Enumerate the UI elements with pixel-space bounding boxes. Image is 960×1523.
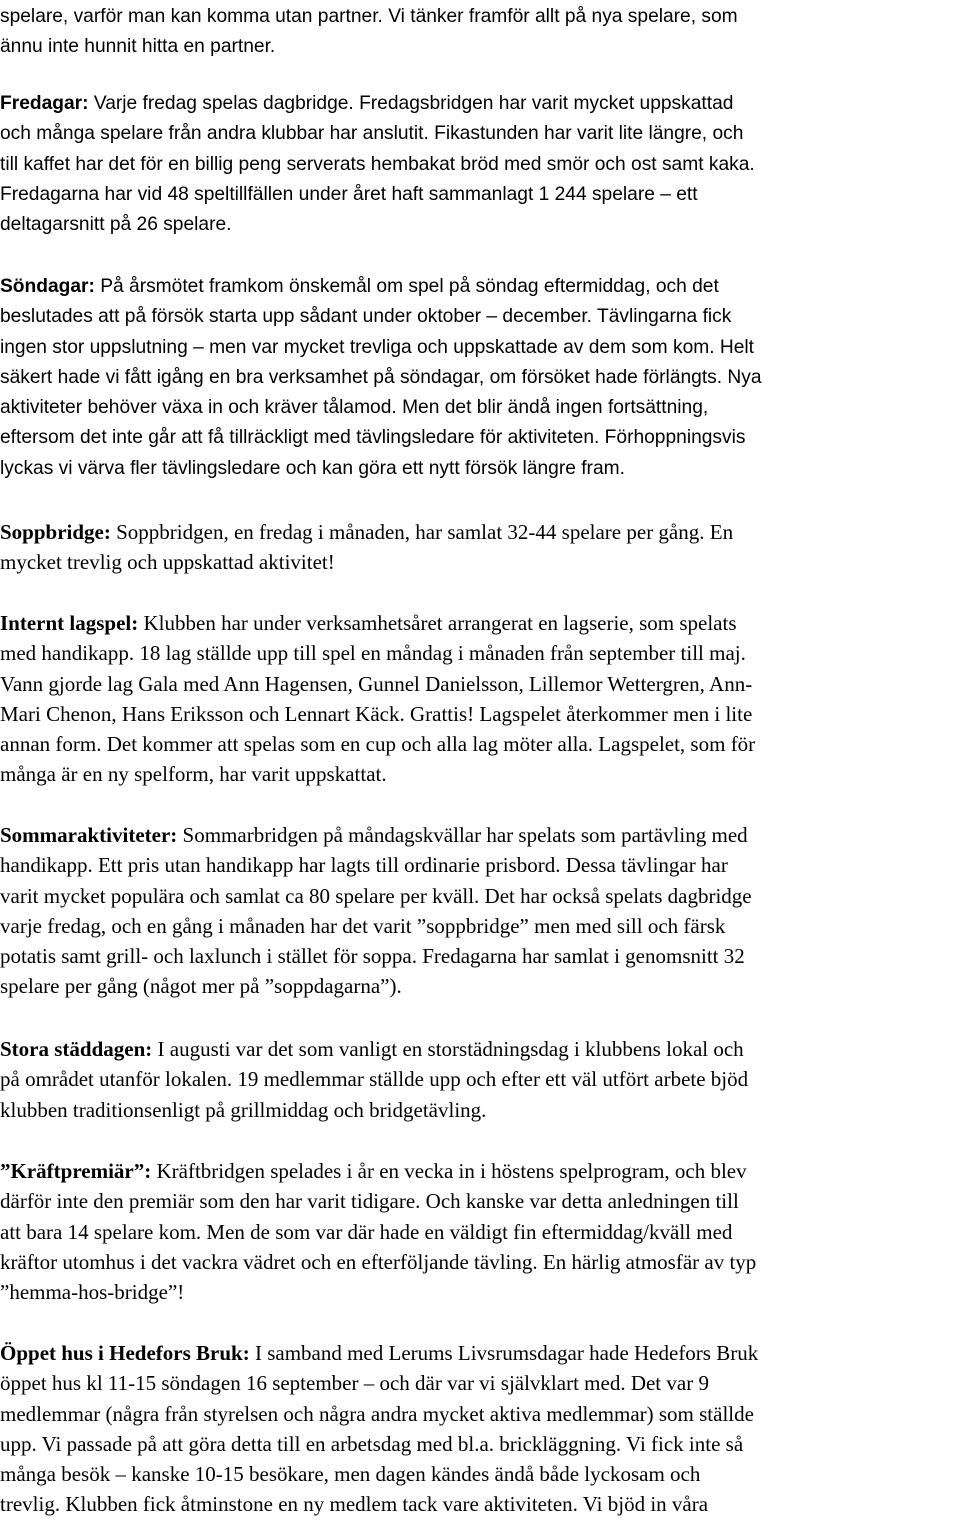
text-line: potatis samt grill- och laxlunch i stället för soppa. Fredagarna har samlat i genomsnitt 32 <box>0 944 745 969</box>
text-line: många besök – kanske 10-15 besökare, men dagen kändes ändå både lyckosam och <box>0 1462 701 1487</box>
text-line: många är en ny spelform, har varit uppskattat. <box>0 762 387 787</box>
heading-fredagar: Fredagar: <box>0 93 89 114</box>
paragraph-sondagar <box>0 272 762 484</box>
text-line: mycket trevlig och uppskattad aktivitet! <box>0 550 335 575</box>
text-line: kräftor utomhus i det vackra vädret och en efterföljande tävling. En härlig atmosfär av typ <box>0 1249 757 1274</box>
paragraph-kraft <box>0 1156 756 1307</box>
paragraph-oppet-hus <box>0 1338 758 1520</box>
heading-kraft: ”Kräftpremiär”: <box>0 1159 152 1183</box>
text-line: eftersom det inte går att få tillräckligt med tävlingsledare för aktiviteten. Förhoppningsvis <box>0 427 746 449</box>
text-line: Sommaraktiviteter: Sommarbridgen på måndagskvällar har spelats som partävling med <box>0 823 748 847</box>
text-line: säkert hade vi fått igång en bra verksamhet på söndagar, om försöket hade förlängts. Nya <box>0 366 762 388</box>
text-line: aktiviteter behöver växa in och kräver tålamod. Men det blir ändå ingen fortsättning, <box>0 397 709 419</box>
text-line: beslutades att på försök starta upp sådant under oktober – december. Tävlingarna fick <box>0 306 732 328</box>
text-line: varit mycket populära och samlat ca 80 spelare per kväll. Det har också spelats dagbridge <box>0 883 752 908</box>
paragraph-sommar <box>0 820 752 1002</box>
text-line: trevlig. Klubben fick åtminstone en ny medlem tack vare aktiviteten. Vi bjöd in våra <box>0 1492 709 1517</box>
text-line: annan form. Det kommer att spelas som en cup och alla lag möter alla. Lagspelet, som för <box>0 732 756 757</box>
paragraph-stadd <box>0 1034 748 1125</box>
heading-sondagar: Söndagar: <box>0 276 95 297</box>
heading-sommar: Sommaraktiviteter: <box>0 823 178 847</box>
text-line: Internt lagspel: Klubben har under verksamhetsåret arrangerat en lagserie, som spelats <box>0 611 737 635</box>
text-line: deltagarsnitt på 26 spelare. <box>0 214 232 236</box>
text-line: till kaffet har det för en billig peng serverats hembakat bröd med smör och ost samt kaka. <box>0 153 755 175</box>
heading-oppet-hus: Öppet hus i Hedefors Bruk: <box>0 1341 250 1365</box>
text-line: ingen stor uppslutning – men var mycket trevliga och uppskattade av dem som kom. Helt <box>0 336 755 358</box>
text-line: spelare per gång (något mer på ”soppdagarna”). <box>0 974 402 999</box>
paragraph-intro <box>0 2 738 63</box>
heading-lagspel: Internt lagspel: <box>0 611 139 635</box>
text-line: med handikapp. 18 lag ställde upp till spel en måndag i månaden från september till maj. <box>0 641 746 666</box>
text-line: därför inte den premiär som den har varit tidigare. Och kanske var detta anledningen till <box>0 1189 739 1214</box>
text-line: Öppet hus i Hedefors Bruk: I samband med Lerums Livsrumsdagar hade Hedefors Bruk <box>0 1341 759 1365</box>
paragraph-soppbridge <box>0 517 733 578</box>
text-line: att bara 14 spelare kom. Men de som var där hade en väldigt fin eftermiddag/kväll med <box>0 1219 733 1244</box>
text-line: öppet hus kl 11-15 söndagen 16 september – och där var vi självklart med. Det var 9 <box>0 1371 709 1396</box>
paragraph-lagspel <box>0 608 755 790</box>
text-line: Mari Chenon, Hans Eriksson och Lennart Käck. Grattis! Lagspelet återkommer men i lite <box>0 701 753 726</box>
text-line: varje fredag, och en gång i månaden har det varit ”soppbridge” men med sill och färsk <box>0 913 726 938</box>
text-line: klubben traditionsenligt på grillmiddag och bridgetävling. <box>0 1097 487 1122</box>
text-line: medlemmar (några från styrelsen och några andra mycket aktiva medlemmar) som ställde <box>0 1401 754 1426</box>
text-line: Vann gjorde lag Gala med Ann Hagensen, Gunnel Danielsson, Lillemor Wettergren, Ann- <box>0 671 753 696</box>
text-line: Stora städdagen: I augusti var det som vanligt en storstädningsdag i klubbens lokal och <box>0 1037 744 1061</box>
text-line: ännu inte hunnit hitta en partner. <box>0 36 276 58</box>
text-line: spelare, varför man kan komma utan partner. Vi tänker framför allt på nya spelare, som <box>0 6 738 27</box>
text-line: ”hemma-hos-bridge”! <box>0 1280 185 1305</box>
text-line: handikapp. Ett pris utan handikapp har lagts till ordinarie prisbord. Dessa tävlingar har <box>0 853 728 878</box>
text-line: Fredagar: Varje fredag spelas dagbridge. Fredagsbridgen har varit mycket uppskattad <box>0 93 734 114</box>
text-line: på området utanför lokalen. 19 medlemmar ställde upp och efter ett väl utfört arbete bjöd <box>0 1067 749 1092</box>
text-line: Söndagar: På årsmötet framkom önskemål om spel på söndag eftermiddag, och det <box>0 276 719 297</box>
text-line: upp. Vi passade på att göra detta till en arbetsdag med bl.a. brickläggning. Vi fick inte så <box>0 1431 744 1456</box>
paragraph-fredagar <box>0 89 755 240</box>
heading-stadd: Stora städdagen: <box>0 1037 153 1061</box>
text-line: Fredagarna har vid 48 speltillfällen under året haft sammanlagt 1 244 spelare – ett <box>0 183 698 205</box>
text-line: Soppbridge: Soppbridgen, en fredag i månaden, har samlat 32-44 spelare per gång. En <box>0 520 734 544</box>
text-line: och många spelare från andra klubbar har anslutit. Fikastunden har varit lite längre, och <box>0 123 744 145</box>
heading-soppbridge: Soppbridge: <box>0 520 111 544</box>
text-line: ”Kräftpremiär”: Kräftbridgen spelades i år en vecka in i höstens spelprogram, och blev <box>0 1159 747 1183</box>
text-line: lyckas vi värva fler tävlingsledare och kan göra ett nytt försök längre fram. <box>0 457 625 479</box>
